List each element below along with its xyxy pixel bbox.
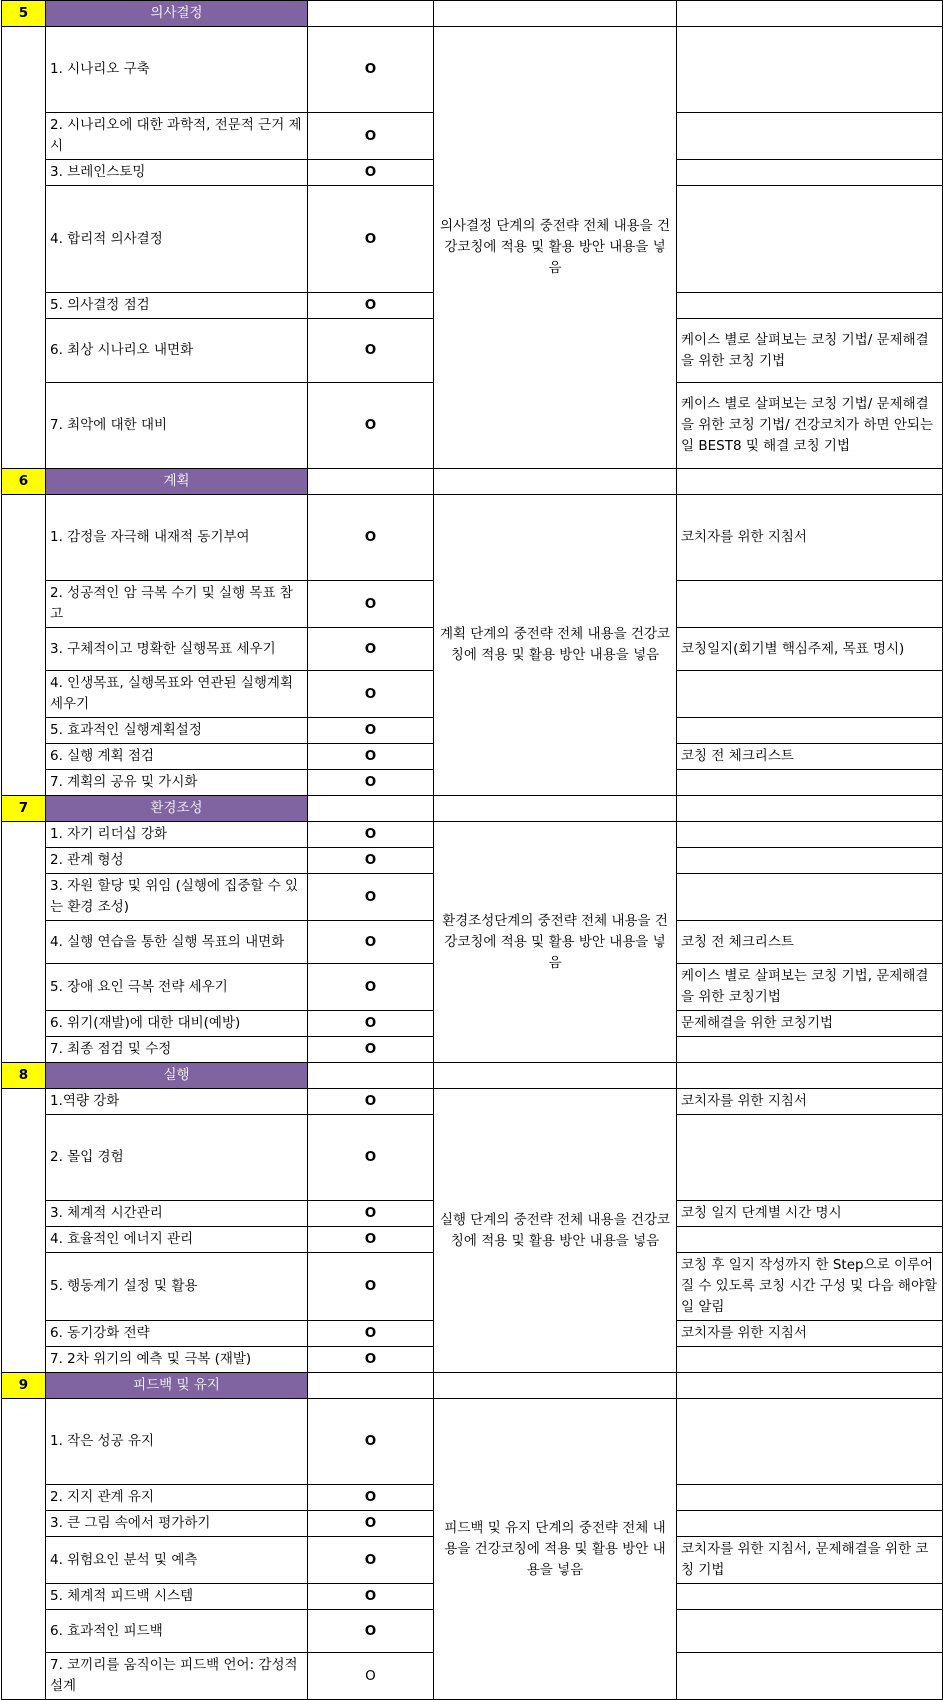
section-description: 의사결정 단계의 중전략 전체 내용을 건강코칭에 적용 및 활용 방안 내용을 넣음 [434, 27, 677, 469]
section-header-row [2, 1373, 943, 1399]
note-cell: 코칭 전 체크리스트 [677, 744, 943, 770]
note-cell [677, 1584, 943, 1610]
table-row [2, 1399, 943, 1485]
item-label: 6. 동기강화 전략 [46, 1321, 308, 1347]
check-mark: O [308, 1115, 434, 1201]
check-mark: O [308, 1347, 434, 1373]
section-number: 6 [2, 469, 46, 495]
empty-cell [434, 1063, 677, 1089]
item-label: 1. 감정을 자극해 내재적 동기부여 [46, 495, 308, 581]
check-mark: O [308, 1227, 434, 1253]
table-row [2, 1089, 943, 1115]
item-label: 5. 장애 요인 극복 전략 세우기 [46, 964, 308, 1011]
item-label: 1. 시나리오 구축 [46, 27, 308, 113]
item-label: 2. 시나리오에 대한 과학적, 전문적 근거 제시 [46, 113, 308, 160]
note-cell: 코치자를 위한 지침서 [677, 495, 943, 581]
note-cell: 코치자를 위한 지침서 [677, 1089, 943, 1115]
check-mark: O [308, 160, 434, 186]
empty-cell [2, 822, 46, 1063]
check-mark: O [308, 964, 434, 1011]
check-mark: O [308, 1610, 434, 1653]
note-cell: 케이스 별로 살펴보는 코칭 기법/ 문제해결을 위한 코칭 기법 [677, 319, 943, 383]
item-label: 7. 코끼리를 움직이는 피드백 언어: 감성적 설계 [46, 1653, 308, 1700]
section-title: 계획 [46, 469, 308, 495]
item-label: 7. 최종 점검 및 수정 [46, 1037, 308, 1063]
section-description: 계획 단계의 중전략 전체 내용을 건강코칭에 적용 및 활용 방안 내용을 넣음 [434, 495, 677, 796]
item-label: 3. 자원 할당 및 위임 (실행에 집중할 수 있는 환경 조성) [46, 874, 308, 921]
section-description: 환경조성단계의 중전략 전체 내용을 건강코칭에 적용 및 활용 방안 내용을 넣음 [434, 822, 677, 1063]
check-mark: O [308, 1584, 434, 1610]
check-mark: O [308, 1089, 434, 1115]
note-cell [677, 1511, 943, 1537]
item-label: 4. 인생목표, 실행목표와 연관된 실행계획 세우기 [46, 671, 308, 718]
check-mark: O [308, 1485, 434, 1511]
check-mark: O [308, 848, 434, 874]
item-label: 7. 2차 위기의 예측 및 극복 (재발) [46, 1347, 308, 1373]
item-label: 3. 체계적 시간관리 [46, 1201, 308, 1227]
item-label: 4. 위험요인 분석 및 예측 [46, 1537, 308, 1584]
item-label: 4. 실행 연습을 통한 실행 목표의 내면화 [46, 921, 308, 964]
check-mark: O [308, 319, 434, 383]
item-label: 4. 합리적 의사결정 [46, 186, 308, 293]
check-mark: O [308, 822, 434, 848]
item-label: 3. 구체적이고 명확한 실행목표 세우기 [46, 628, 308, 671]
check-mark: O [308, 186, 434, 293]
check-mark: O [308, 293, 434, 319]
item-label: 6. 효과적인 피드백 [46, 1610, 308, 1653]
note-cell [677, 113, 943, 160]
note-cell [677, 1610, 943, 1653]
section-header-row [2, 469, 943, 495]
note-cell [677, 581, 943, 628]
section-title: 피드백 및 유지 [46, 1373, 308, 1399]
section-title: 환경조성 [46, 796, 308, 822]
check-mark: O [308, 770, 434, 796]
empty-cell [2, 495, 46, 796]
item-label: 6. 위기(재발)에 대한 대비(예방) [46, 1011, 308, 1037]
note-cell [677, 1347, 943, 1373]
item-label: 1. 작은 성공 유지 [46, 1399, 308, 1485]
check-mark: O [308, 744, 434, 770]
empty-cell [434, 469, 677, 495]
item-label: 2. 관계 형성 [46, 848, 308, 874]
empty-cell [308, 469, 434, 495]
note-cell [677, 770, 943, 796]
section-title: 의사결정 [46, 1, 308, 27]
empty-cell [434, 1373, 677, 1399]
item-label: 2. 성공적인 암 극복 수기 및 실행 목표 참고 [46, 581, 308, 628]
check-mark: O [308, 1201, 434, 1227]
empty-cell [677, 1063, 943, 1089]
empty-cell [677, 796, 943, 822]
note-cell [677, 1485, 943, 1511]
check-mark: O [308, 383, 434, 469]
check-mark: O [308, 1399, 434, 1485]
section-header-row [2, 796, 943, 822]
note-cell [677, 27, 943, 113]
note-cell: 코칭 전 체크리스트 [677, 921, 943, 964]
note-cell [677, 874, 943, 921]
check-mark: O [308, 1321, 434, 1347]
empty-cell [2, 27, 46, 469]
check-mark: O [308, 1011, 434, 1037]
note-cell: 코칭 일지 단계별 시간 명시 [677, 1201, 943, 1227]
section-header-row [2, 1063, 943, 1089]
item-label: 1.역량 강화 [46, 1089, 308, 1115]
section-number: 9 [2, 1373, 46, 1399]
item-label: 3. 큰 그림 속에서 평가하기 [46, 1511, 308, 1537]
note-cell: 케이스 별로 살펴보는 코칭 기법, 문제해결을 위한 코칭기법 [677, 964, 943, 1011]
empty-cell [434, 1, 677, 27]
item-label: 6. 실행 계획 점검 [46, 744, 308, 770]
check-mark: O [308, 671, 434, 718]
item-label: 4. 효율적인 에너지 관리 [46, 1227, 308, 1253]
note-cell [677, 293, 943, 319]
empty-cell [677, 469, 943, 495]
section-description: 실행 단계의 중전략 전체 내용을 건강코칭에 적용 및 활용 방안 내용을 넣음 [434, 1089, 677, 1373]
note-cell: 코칭일지(회기별 핵심주제, 목표 명시) [677, 628, 943, 671]
note-cell [677, 718, 943, 744]
check-mark: O [308, 1037, 434, 1063]
note-cell: 코칭 후 일지 작성까지 한 Step으로 이루어질 수 있도록 코칭 시간 구성 및 다음 해야할 일 알림 [677, 1253, 943, 1321]
empty-cell [2, 1089, 46, 1373]
table-row [2, 27, 943, 113]
note-cell [677, 1115, 943, 1201]
item-label: 5. 체계적 피드백 시스템 [46, 1584, 308, 1610]
strategy-table [1, 0, 943, 1700]
note-cell [677, 1399, 943, 1485]
section-number: 8 [2, 1063, 46, 1089]
empty-cell [677, 1, 943, 27]
empty-cell [677, 1373, 943, 1399]
check-mark: O [308, 921, 434, 964]
empty-cell [2, 1399, 46, 1700]
item-label: 5. 효과적인 실행계획설정 [46, 718, 308, 744]
note-cell [677, 186, 943, 293]
empty-cell [308, 1063, 434, 1089]
note-cell: 케이스 별로 살펴보는 코칭 기법/ 문제해결을 위한 코칭 기법/ 건강코치가 하면 안되는 일 BEST8 및 해결 코칭 기법 [677, 383, 943, 469]
check-mark: O [308, 581, 434, 628]
check-mark: O [308, 628, 434, 671]
note-cell: 코치자를 위한 지침서 [677, 1321, 943, 1347]
item-label: 5. 의사결정 점검 [46, 293, 308, 319]
note-cell [677, 1227, 943, 1253]
empty-cell [434, 796, 677, 822]
item-label: 1. 자기 리더십 강화 [46, 822, 308, 848]
check-mark: O [308, 1537, 434, 1584]
check-mark: O [308, 495, 434, 581]
note-cell [677, 848, 943, 874]
item-label: 2. 지지 관계 유지 [46, 1485, 308, 1511]
section-title: 실행 [46, 1063, 308, 1089]
check-mark: O [308, 113, 434, 160]
item-label: 3. 브레인스토밍 [46, 160, 308, 186]
item-label: 2. 몰입 경험 [46, 1115, 308, 1201]
check-mark: O [308, 27, 434, 113]
empty-cell [308, 796, 434, 822]
note-cell: 문제해결을 위한 코칭기법 [677, 1011, 943, 1037]
item-label: 5. 행동계기 설정 및 활용 [46, 1253, 308, 1321]
note-cell [677, 671, 943, 718]
item-label: 7. 계획의 공유 및 가시화 [46, 770, 308, 796]
note-cell [677, 822, 943, 848]
section-number: 5 [2, 1, 46, 27]
note-cell [677, 1653, 943, 1700]
note-cell [677, 160, 943, 186]
check-mark: O [308, 874, 434, 921]
empty-cell [308, 1, 434, 27]
note-cell [677, 1037, 943, 1063]
section-description: 피드백 및 유지 단계의 중전략 전체 내용을 건강코칭에 적용 및 활용 방안 내용을 넣음 [434, 1399, 677, 1700]
item-label: 6. 최상 시나리오 내면화 [46, 319, 308, 383]
table-row [2, 495, 943, 581]
check-mark: O [308, 718, 434, 744]
check-mark: O [308, 1253, 434, 1321]
section-number: 7 [2, 796, 46, 822]
table-row [2, 822, 943, 848]
section-header-row [2, 1, 943, 27]
item-label: 7. 최악에 대한 대비 [46, 383, 308, 469]
empty-cell [308, 1373, 434, 1399]
check-mark: O [308, 1653, 434, 1700]
note-cell: 코치자를 위한 지침서, 문제해결을 위한 코칭 기법 [677, 1537, 943, 1584]
check-mark: O [308, 1511, 434, 1537]
